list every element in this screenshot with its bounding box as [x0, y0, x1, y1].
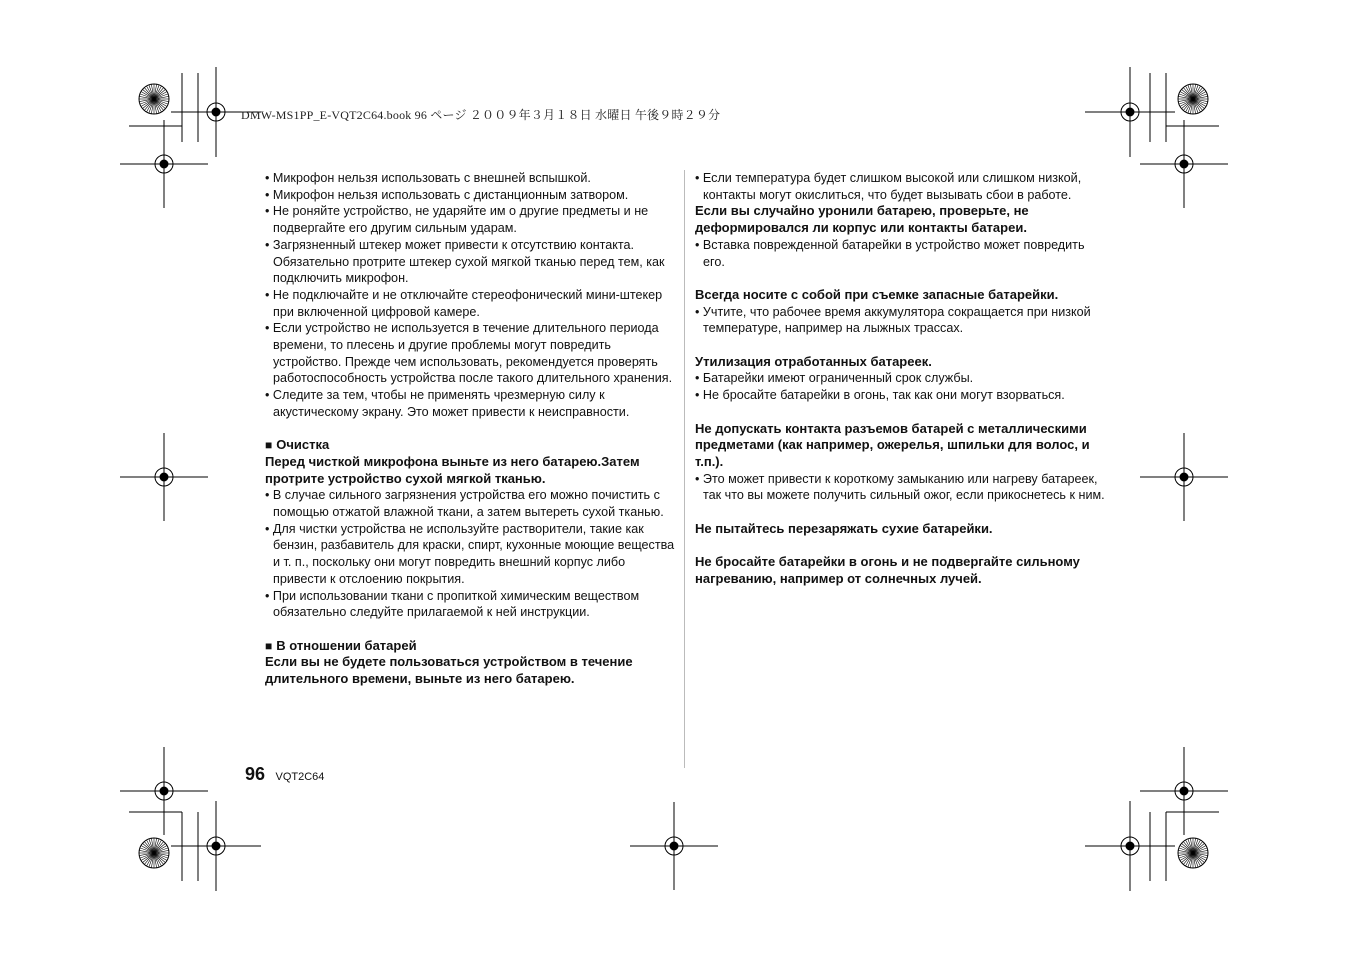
- registration-dot-icon: [1126, 108, 1134, 116]
- bullet-item: • Не роняйте устройство, не ударяйте им о другие предметы и не подвергайте его другим сильным ударам.: [265, 204, 649, 236]
- recharge-warning: Не пытайтесь перезаряжать сухие батарейки.: [695, 520, 993, 536]
- bullet-item: • Микрофон нельзя использовать с дистанционным затвором.: [265, 187, 629, 202]
- registration-dot-icon: [1180, 787, 1188, 795]
- page-footer: [245, 764, 324, 785]
- page-number: 96: [245, 764, 266, 784]
- bullet-item: • Не подключайте и не отключайте стереофонический мини-штекер при включенной цифровой камере.: [265, 287, 663, 319]
- cleaning-instruction: Перед чисткой микрофона выньте из него батарею.Затем протрите устройство сухой мягкой тканью.: [265, 453, 640, 486]
- registration-dot-icon: [212, 842, 220, 850]
- section-heading-cleaning: ■ Очистка: [265, 437, 330, 453]
- file-info-header: DMW-MS1PP_E-VQT2C64.book 96 ページ ２００９年３月１８日 水曜日 午後９時２９分: [241, 108, 721, 122]
- bullet-item: • Следите за тем, чтобы не применять чрезмерную силу к акустическому экрану. Это может привести к неисправности.: [265, 388, 630, 419]
- bullet-item: • Для чистки устройства не используйте растворители, такие как бензин, разбавитель для краски, спирт, кухонные моющие вещества и т. п., поскольку они могут повредить внешний корпус либо привести к отслоению покрытия.: [265, 521, 675, 586]
- bullet-item: • Загрязненный штекер может привести к отсутствию контакта. Обязательно протрите штекер сухой мягкой тканью перед тем, как подключить микрофон.: [265, 237, 665, 286]
- batteries-instruction: Если вы не будете пользоваться устройством в течение длительного времени, выньте из него батарею.: [265, 654, 633, 687]
- right-column: [695, 170, 1107, 588]
- registration-dot-icon: [212, 108, 220, 116]
- registration-dot-icon: [160, 473, 168, 481]
- fire-warning: Не бросайте батарейки в огонь и не подвергайте сильному нагреванию, например от солнечных лучей.: [695, 554, 1080, 586]
- dropped-battery-heading: Если вы случайно уронили батарею, проверьте, не деформировался ли корпус или контакты батареи.: [695, 203, 1029, 236]
- square-bullet-icon: ■: [265, 438, 273, 453]
- bullet-item: • Если устройство не используется в течение длительного периода времени, то плесень и другие проблемы могут повредить устройство. Прежде чем использовать, рекомендуется проверять работоспособность устройства после такого длительного хранения.: [265, 321, 673, 386]
- disposal-heading: Утилизация отработанных батареек.: [695, 353, 932, 369]
- spare-battery-heading: Всегда носите с собой при съемке запасные батарейки.: [695, 286, 1059, 302]
- left-column: [265, 170, 677, 688]
- bullet-item: • Батарейки имеют ограниченный срок службы.: [695, 371, 974, 386]
- bullet-item: • Это может привести к короткому замыканию или нагреву батареек, так что вы можете получить сильный ожог, если прикоснетесь к ним.: [695, 471, 1105, 503]
- registration-dot-icon: [1126, 842, 1134, 850]
- registration-dot-icon: [1180, 473, 1188, 481]
- column-divider: [684, 170, 685, 768]
- registration-dot-icon: [160, 160, 168, 168]
- doc-code: VQT2C64: [275, 771, 325, 783]
- square-bullet-icon: ■: [265, 638, 273, 653]
- bullet-item: • В случае сильного загрязнения устройства его можно почистить с помощью отжатой влажной ткани, а затем вытереть сухой тканью.: [265, 488, 664, 520]
- bullet-item: • Не бросайте батарейки в огонь, так как они могут взорваться.: [695, 388, 1065, 403]
- section-heading-batteries: ■ В отношении батарей: [265, 637, 417, 653]
- registration-dot-icon: [160, 787, 168, 795]
- bullet-item: • Если температура будет слишком высокой или слишком низкой, контакты могут окислиться, что будет вызывать сбои в работе.: [695, 171, 1082, 202]
- registration-dot-icon: [670, 842, 678, 850]
- contact-warning-heading: Не допускать контакта разъемов батарей с металлическими предметами (как например, ожерелья, шпильки для волос, и т.п.).: [695, 420, 1090, 469]
- bullet-item: • При использовании ткани с пропиткой химическим веществом обязательно следуйте прилагаемой к ней инструкции.: [265, 588, 640, 620]
- bullet-item: • Вставка поврежденной батарейки в устройство может повредить его.: [695, 237, 1085, 269]
- bullet-item: • Микрофон нельзя использовать с внешней вспышкой.: [265, 171, 591, 185]
- bullet-item: • Учтите, что рабочее время аккумулятора сокращается при низкой температуре, например на лыжных трассах.: [695, 304, 1091, 336]
- registration-dot-icon: [1180, 160, 1188, 168]
